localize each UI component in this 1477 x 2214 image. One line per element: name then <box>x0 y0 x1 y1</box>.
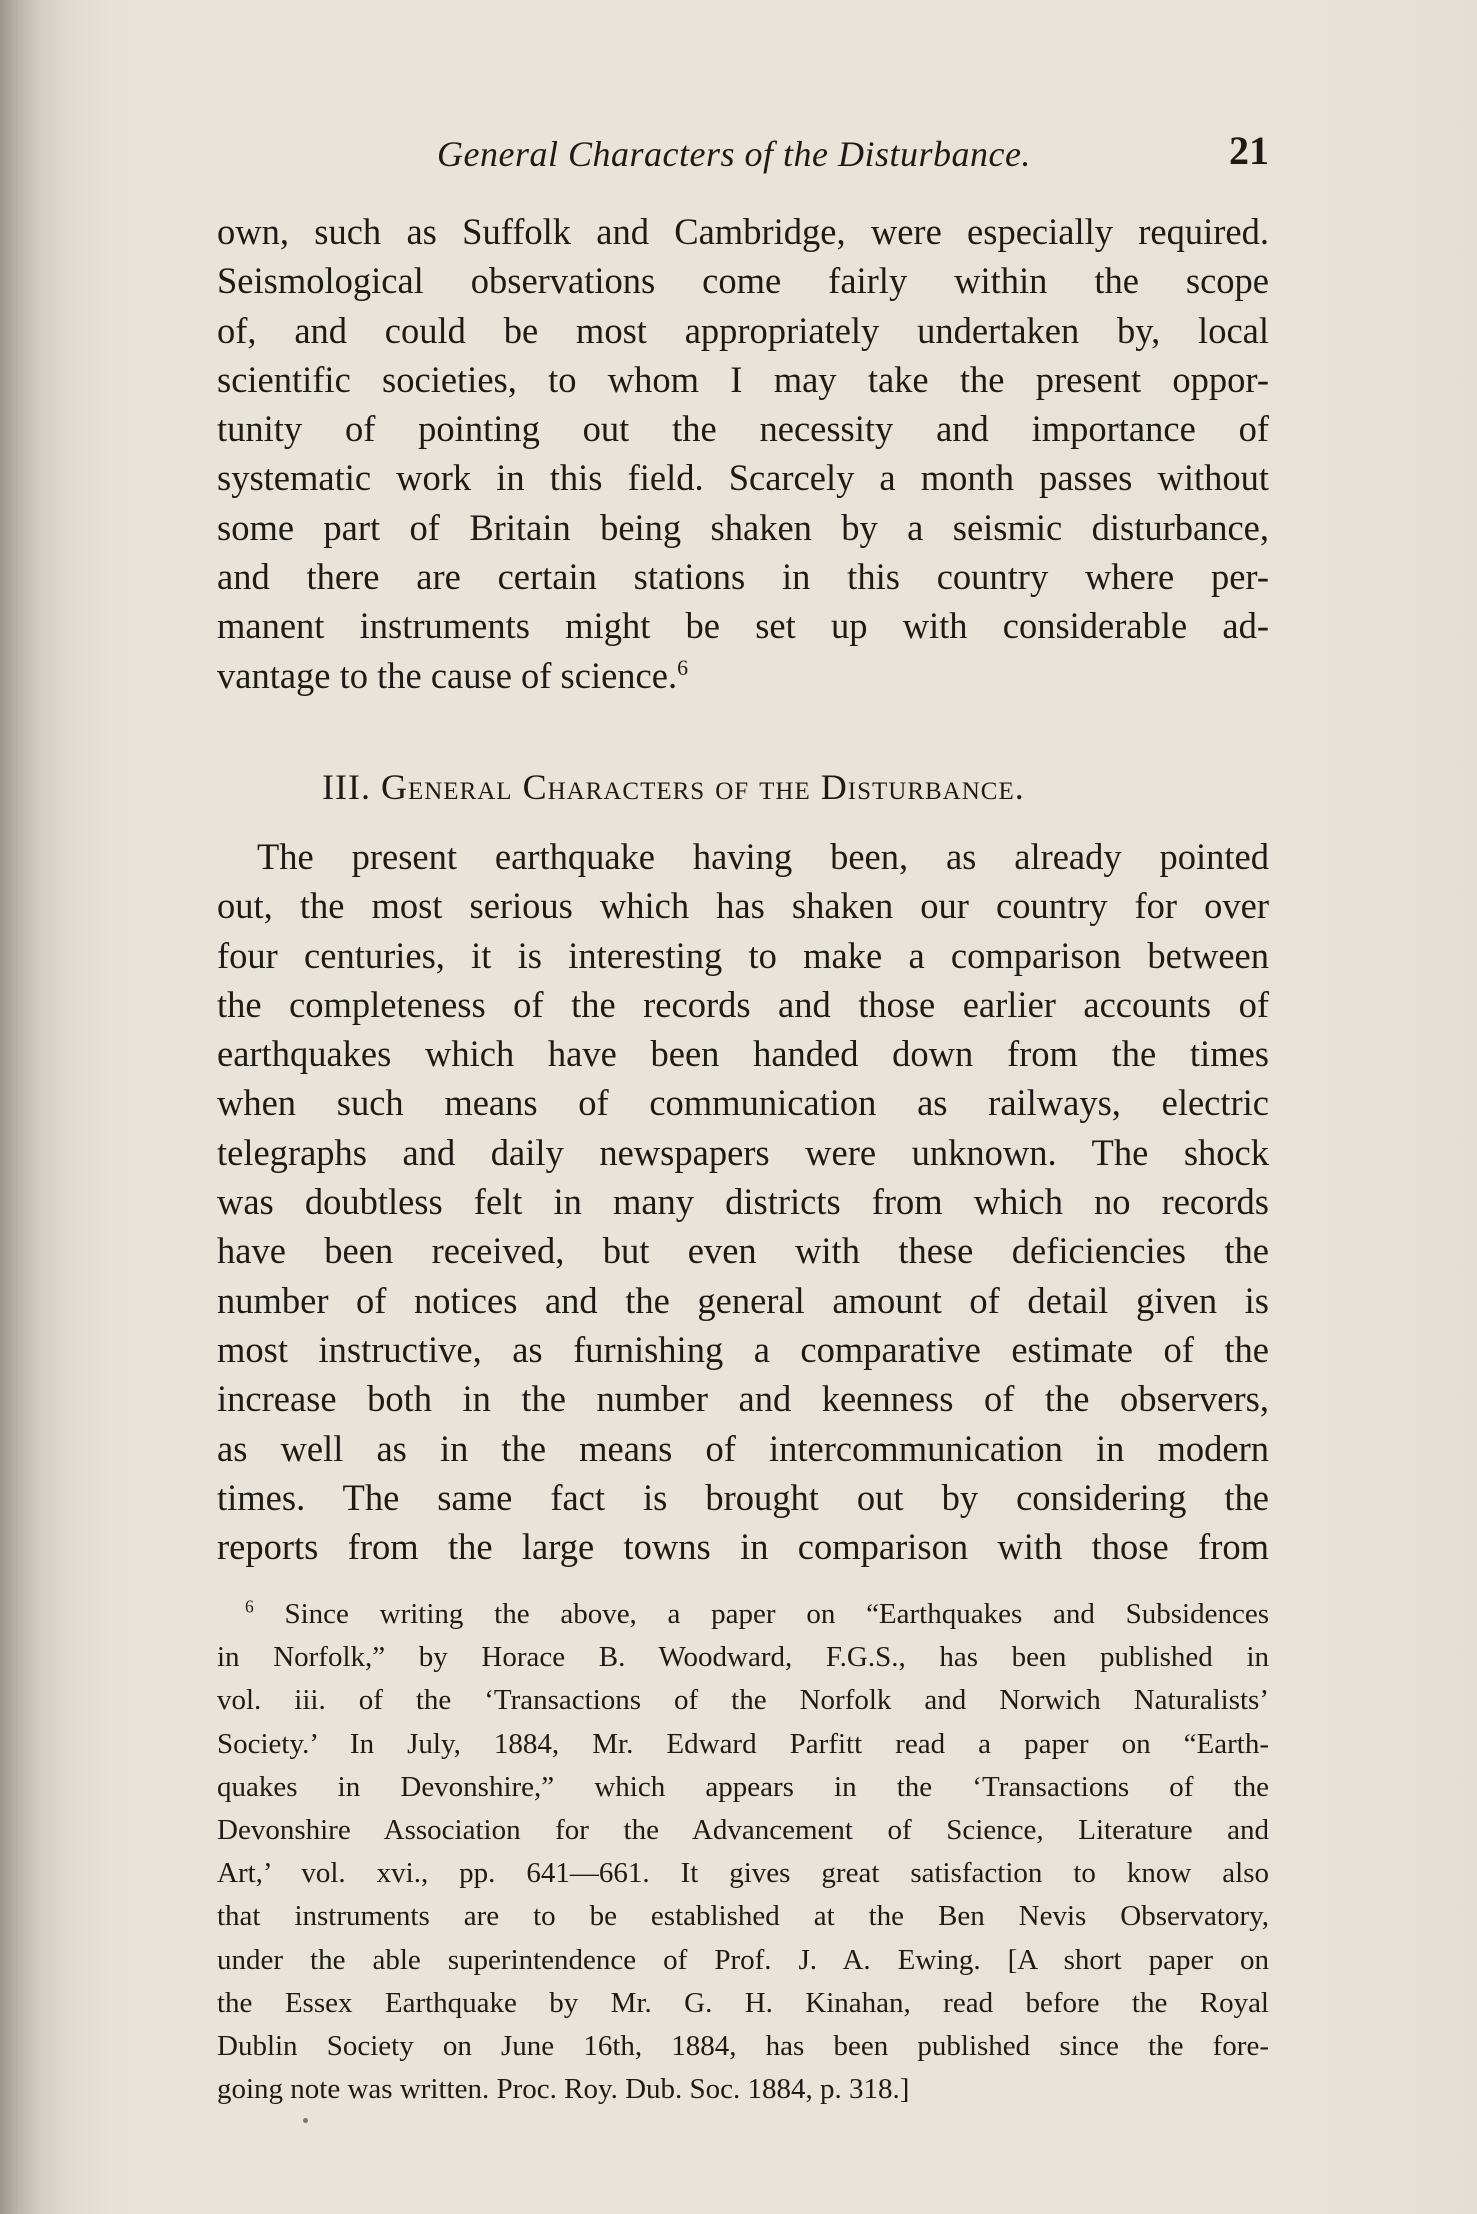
text-line: The present earthquake having been, as already pointed <box>257 836 1269 877</box>
footnote-line: Society.’ In July, 1884, Mr. Edward Parfitt read a paper on “Earth- <box>217 1727 1269 1760</box>
section-numeral: III. <box>322 767 371 807</box>
footnote-line: under the able superintendence of Prof. J. A. Ewing. [A short paper on <box>217 1943 1269 1976</box>
footnote-marker: 6 <box>245 1596 254 1617</box>
ink-speck <box>303 2118 308 2123</box>
footnote-line: Devonshire Association for the Advancement of Science, Literature and <box>217 1813 1269 1846</box>
text-line: some part of Britain being shaken by a seismic disturbance, <box>217 506 1269 548</box>
footnote <box>217 1593 1269 2111</box>
footnote-line: that instruments are to be established at the Ben Nevis Observatory, <box>217 1900 1269 1933</box>
text-line: manent instruments might be set up with considerable ad- <box>217 605 1269 647</box>
footnote-reference: 6 <box>677 654 689 680</box>
text-line: as well as in the means of intercommunication in modern <box>217 1427 1269 1469</box>
footnote-line-content: Since writing the above, a paper on “Earthquakes and Subsidences <box>284 1598 1269 1630</box>
paragraph-2 <box>217 832 1269 1571</box>
section-heading <box>322 766 1025 808</box>
footnote-line <box>217 1593 1269 1636</box>
text-line: was doubtless felt in many districts from which no records <box>217 1181 1269 1223</box>
footnote-line: vol. iii. of the ‘Transactions of the Norfolk and Norwich Naturalists’ <box>217 1684 1269 1717</box>
text-line-content: vantage to the cause of science. <box>217 654 678 696</box>
text-line: Seismological observations come fairly within the scope <box>217 260 1269 302</box>
footnote-line: Art,’ vol. xvi., pp. 641—661. It gives great satisfaction to know also <box>217 1857 1269 1890</box>
text-line: times. The same fact is brought out by considering the <box>217 1476 1269 1518</box>
section-title: General Characters of the Disturbance. <box>380 767 1025 807</box>
text-line: of, and could be most appropriately undertaken by, local <box>217 309 1269 351</box>
text-line: four centuries, it is interesting to make a comparison between <box>217 934 1269 976</box>
text-line: and there are certain stations in this country where per- <box>217 556 1269 598</box>
footnote-line: Dublin Society on June 16th, 1884, has been published since the fore- <box>217 2029 1269 2062</box>
text-line: have been received, but even with these deficiencies the <box>217 1230 1269 1272</box>
text-line: most instructive, as furnishing a comparative estimate of the <box>217 1328 1269 1370</box>
text-line: increase both in the number and keenness of the observers, <box>217 1378 1269 1420</box>
text-line: own, such as Suffolk and Cambridge, were especially required. <box>217 211 1269 252</box>
text-line: scientific societies, to whom I may take the present oppor- <box>217 358 1269 400</box>
text-line: telegraphs and daily newspapers were unknown. The shock <box>217 1131 1269 1173</box>
text-line: number of notices and the general amount of detail given is <box>217 1279 1269 1321</box>
footnote-line: quakes in Devonshire,” which appears in the ‘Transactions of the <box>217 1770 1269 1803</box>
page-number: 21 <box>1229 128 1269 173</box>
text-line: out, the most serious which has shaken our country for over <box>217 885 1269 927</box>
text-line: reports from the large towns in comparison with those from <box>217 1526 1269 1568</box>
footnote-line: the Essex Earthquake by Mr. G. H. Kinahan, read before the Royal <box>217 1986 1269 2019</box>
paragraph-1 <box>217 207 1269 700</box>
running-head-title: General Characters of the Disturbance. <box>437 134 1031 174</box>
text-line: the completeness of the records and those earlier accounts of <box>217 983 1269 1025</box>
text-line-last <box>217 651 1269 700</box>
footnote-line: going note was written. Proc. Roy. Dub. Soc. 1884, p. 318.] <box>217 2073 910 2106</box>
text-line: when such means of communication as railways, electric <box>217 1082 1269 1124</box>
running-head <box>217 125 1269 185</box>
text-line: systematic work in this field. Scarcely a month passes without <box>217 457 1269 499</box>
text-line: tunity of pointing out the necessity and importance of <box>217 408 1269 450</box>
text-line: earthquakes which have been handed down from the times <box>217 1033 1269 1075</box>
footnote-line: in Norfolk,” by Horace B. Woodward, F.G.S., has been published in <box>217 1641 1269 1674</box>
